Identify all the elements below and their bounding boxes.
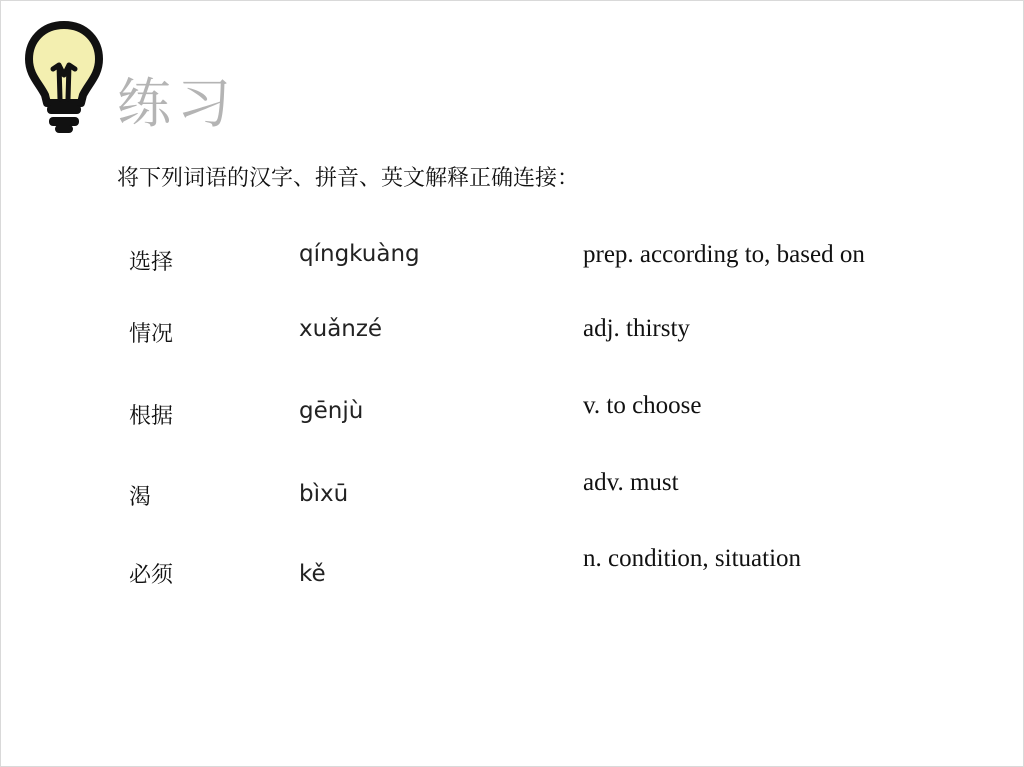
hanzi-item: 情况 — [129, 322, 174, 347]
english-item: n. condition, situation — [583, 545, 802, 572]
hanzi-item: 必须 — [129, 563, 174, 588]
english-item: prep. according to, based on — [583, 241, 865, 268]
hanzi-item: 选择 — [129, 250, 174, 275]
hanzi-item: 渴 — [129, 485, 152, 510]
pinyin-item: xuǎnzé — [299, 316, 383, 342]
english-item: adv. must — [583, 469, 679, 496]
pinyin-item: gēnjù — [299, 398, 364, 424]
hanzi-item: 根据 — [129, 404, 174, 429]
pinyin-item: qíngkuàng — [299, 241, 420, 267]
english-item: adj. thirsty — [583, 315, 690, 342]
lightbulb-icon — [23, 19, 105, 135]
instruction-text: 将下列词语的汉字、拼音、英文解释正确连接： — [117, 166, 580, 191]
pinyin-item: bìxū — [299, 481, 349, 507]
pinyin-item: kě — [299, 561, 326, 587]
english-item: v. to choose — [583, 392, 702, 419]
page-title: 练习 — [117, 72, 237, 135]
